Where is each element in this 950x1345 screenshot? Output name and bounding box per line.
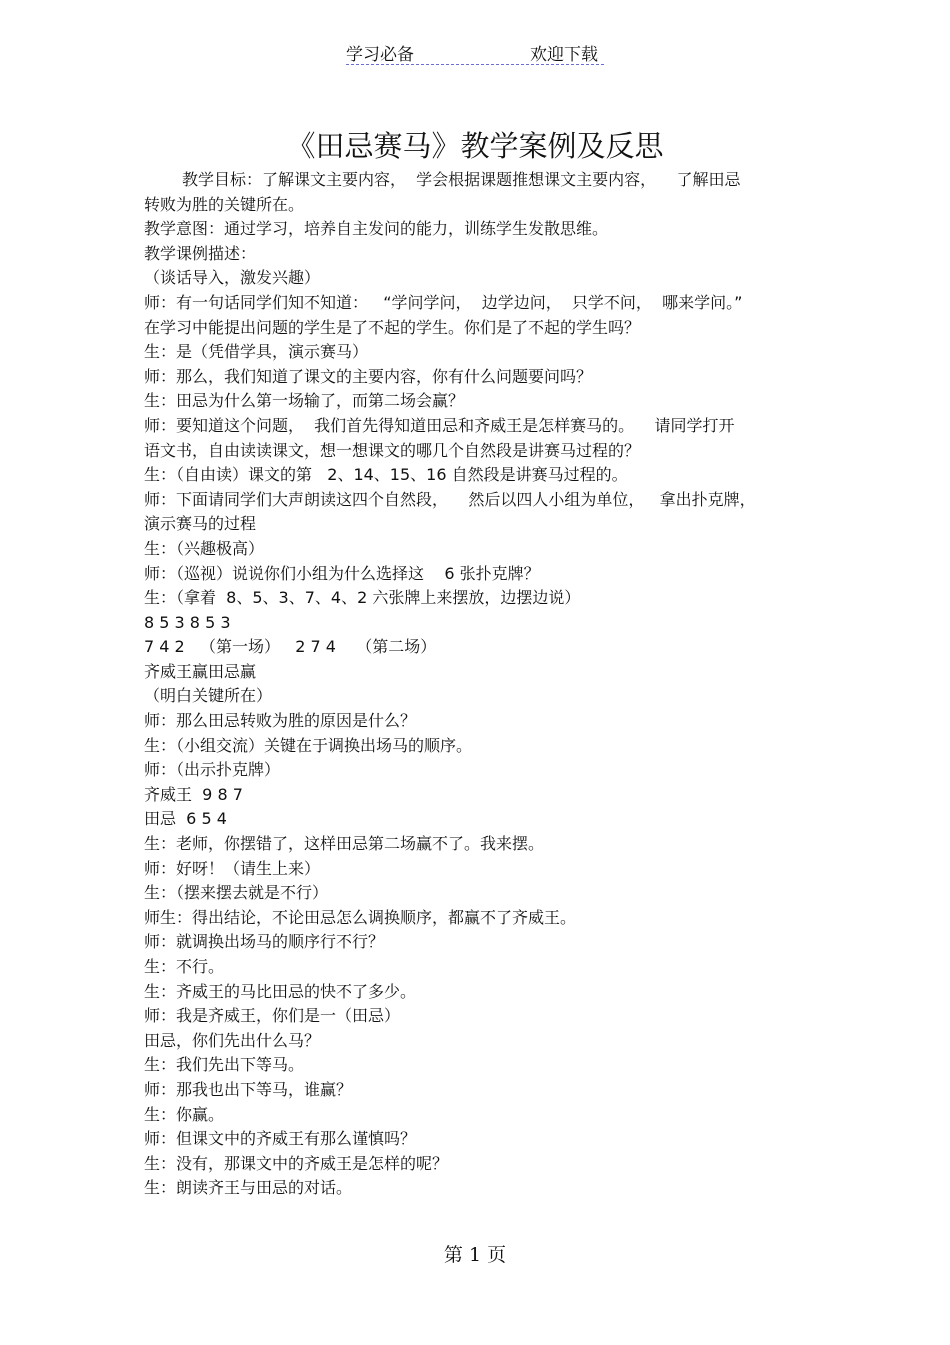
- header-dashed-divider: [346, 64, 604, 65]
- text-line: 生：田忌为什么第一场输了，而第二场会赢？: [144, 391, 465, 411]
- text-line: 师：（巡视）说说你们小组为什么选择这 6 张扑克牌？: [144, 563, 540, 583]
- text-line: 教学课例描述：: [144, 243, 257, 263]
- text-line: 齐威王 9 8 7: [144, 784, 243, 804]
- text-line: 田忌，你们先出什么马？: [144, 1030, 321, 1050]
- text-line: 生：（拿着 8、5、3、7、4、2 六张牌上来摆放，边摆边说）: [144, 588, 581, 608]
- text-line: 教学意图：通过学习，培养自主发问的能力，训练学生发散思维。: [144, 219, 609, 239]
- text-line: （谈话导入，激发兴趣）: [144, 268, 321, 288]
- text-line: 师：但课文中的齐威王有那么谨慎吗？: [144, 1129, 417, 1149]
- text-line: 师：（出示扑克牌）: [144, 760, 281, 780]
- text-line: 生：朗读齐王与田忌的对话。: [144, 1178, 353, 1198]
- text-line: 生：老师，你摆错了，这样田忌第二场赢不了。我来摆。: [144, 834, 545, 854]
- text-line: 8 5 3 8 5 3: [144, 612, 231, 632]
- header-right-text: 欢迎下载: [530, 45, 598, 65]
- text-line: 师：那么田忌转败为胜的原因是什么？: [144, 711, 417, 731]
- page-header: [0, 40, 950, 68]
- text-line: 生：你赢。: [144, 1104, 225, 1124]
- text-line: 齐威王赢田忌赢: [144, 661, 257, 681]
- text-line: 生：（小组交流）关键在于调换出场马的顺序。: [144, 735, 473, 755]
- text-line: 转败为胜的关键所在。: [144, 194, 305, 214]
- text-line: 师生：得出结论，不论田忌怎么调换顺序，都赢不了齐威王。: [144, 907, 577, 927]
- text-line: 7 4 2 （第一场） 2 7 4 （第二场）: [144, 637, 437, 657]
- text-line: 师：我是齐威王，你们是一（田忌）: [144, 1006, 401, 1026]
- text-line: （明白关键所在）: [144, 686, 273, 706]
- text-line: 语文书，自由读读课文，想一想课文的哪几个自然段是讲赛马过程的？: [144, 440, 641, 460]
- text-line: 师：就调换出场马的顺序行不行？: [144, 932, 385, 952]
- text-line: 生：（摆来摆去就是不行）: [144, 883, 329, 903]
- text-line: 演示赛马的过程: [144, 514, 257, 534]
- text-line: 师：下面请同学们大声朗读这四个自然段， 然后以四人小组为单位， 拿出扑克牌，: [144, 489, 756, 509]
- text-line: 师：好呀！（请生上来）: [144, 858, 321, 878]
- text-line: 生：齐威王的马比田忌的快不了多少。: [144, 981, 417, 1001]
- text-line: 生：是（凭借学具，演示赛马）: [144, 342, 369, 362]
- text-line: 师：那我也出下等马，谁赢？: [144, 1079, 353, 1099]
- text-line: 在学习中能提出问题的学生是了不起的学生。你们是了不起的学生吗？: [144, 317, 641, 337]
- text-line: 生：我们先出下等马。: [144, 1055, 305, 1075]
- text-line: 教学目标：了解课文主要内容， 学会根据课题推想课文主要内容， 了解田忌: [182, 170, 741, 189]
- text-line: 生：没有，那课文中的齐威王是怎样的呢？: [144, 1153, 449, 1173]
- text-line: 师：那么，我们知道了课文的主要内容，你有什么问题要问吗？: [144, 366, 593, 386]
- page-number: 第 1 页: [443, 1244, 507, 1266]
- document-title: 《田忌赛马》教学案例及反思: [286, 129, 664, 163]
- text-line: 生：（自由读）课文的第 2、14、15、16 自然段是讲赛马过程的。: [144, 465, 628, 485]
- text-line: 生：（兴趣极高）: [144, 538, 265, 558]
- text-line: 师：有一句话同学们知不知道： “学问学问， 边学边问， 只学不问， 哪来学问。”: [144, 292, 743, 312]
- document-body: [144, 168, 806, 1201]
- header-left-text: 学习必备: [346, 45, 414, 65]
- text-line: 田忌 6 5 4: [144, 809, 227, 829]
- text-line: 师：要知道这个问题， 我们首先得知道田忌和齐威王是怎样赛马的。 请同学打开: [144, 415, 735, 435]
- text-line: 生：不行。: [144, 957, 225, 976]
